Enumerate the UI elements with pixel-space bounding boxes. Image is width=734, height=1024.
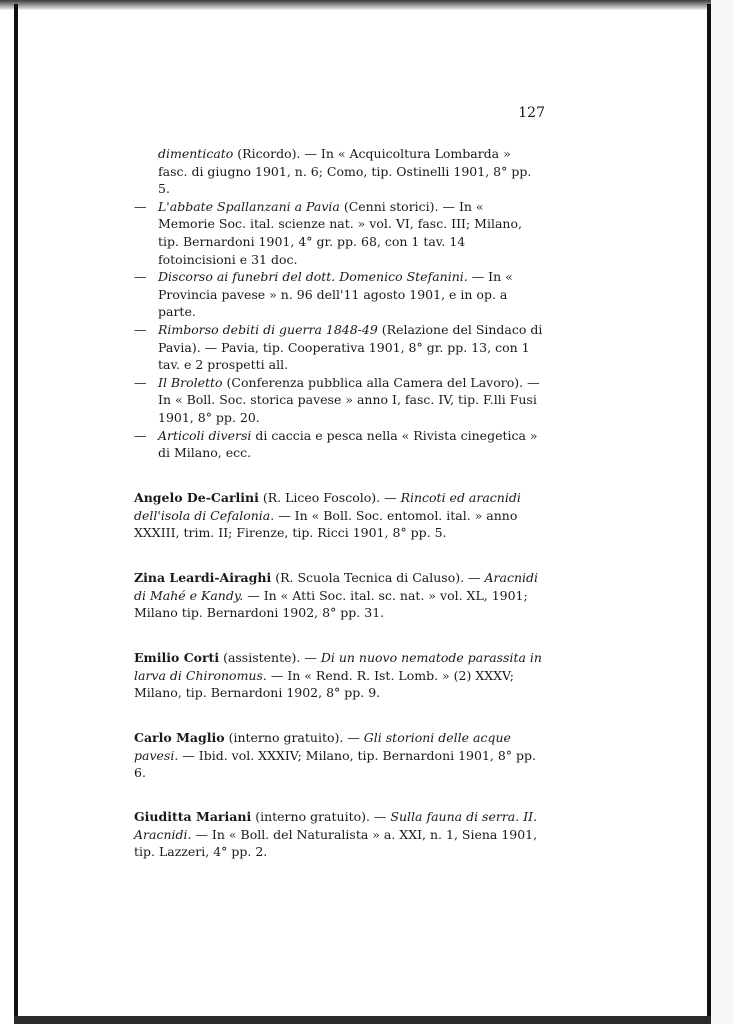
continued-entry-title: dimenticato bbox=[158, 146, 234, 161]
entry-details: (Cenni storici). — In « Memorie Soc. ital. scienze nat. » vol. VI, fasc. III; Milano, tip. Bernardoni 1901, 4° gr. pp. 68, con 1 tav. 14 fotoincisioni e 31 doc. bbox=[158, 198, 522, 267]
author-entry bbox=[134, 569, 544, 622]
publication-title: Sulla fauna di serra. II. Aracnidi. bbox=[134, 809, 538, 842]
entry-title: Il Broletto bbox=[158, 374, 223, 390]
entry-dash: — bbox=[134, 321, 147, 337]
entry-dash: — bbox=[134, 198, 147, 214]
continued-entry-details: (Ricordo). — In « Acquicoltura Lombarda » fasc. di giugno 1901, n. 6; Como, tip. Ostinelli 1901, 8° pp. 5. bbox=[158, 146, 532, 197]
scan-left-border bbox=[14, 4, 18, 1024]
author-entry bbox=[134, 729, 544, 782]
author-name: Angelo De-Carlini bbox=[134, 490, 259, 505]
publication-details: — In « Atti Soc. ital. sc. nat. » vol. XL, 1901; Milano tip. Bernardoni 1902, 8° pp. 31. bbox=[134, 587, 528, 621]
author-affiliation: (interno gratuito). — bbox=[224, 730, 364, 745]
publication-details: — In « Rend. R. Ist. Lomb. » (2) XXXV; Milano, tip. Bernardoni 1902, 8° pp. 9. bbox=[134, 667, 515, 701]
author-affiliation: (R. Scuola Tecnica di Caluso). — bbox=[271, 570, 485, 585]
scan-right-margin bbox=[711, 0, 734, 1024]
bibliography-continuation bbox=[134, 145, 544, 462]
entry-details: (Relazione del Sindaco di Pavia). — Pavia, tip. Cooperativa 1901, 8° gr. pp. 13, con 1 tav. e 2 prospetti all. bbox=[158, 321, 543, 373]
publication-title: Rincoti ed aracnidi dell'isola di Cefalonia. bbox=[134, 490, 521, 523]
author-name: Giuditta Mariani bbox=[134, 809, 252, 824]
author-name: Carlo Maglio bbox=[134, 730, 225, 745]
publication-details: — In « Boll. Soc. entomol. ital. » anno XXXIII, trim. II; Firenze, tip. Ricci 1901, 8° pp. 5. bbox=[134, 507, 518, 541]
author-entry bbox=[134, 649, 544, 702]
publication-title: Aracnidi di Mahé e Kandy. bbox=[134, 570, 539, 603]
publication-title: Gli storioni delle acque pavesi. bbox=[134, 730, 511, 763]
publication-title: Di un nuovo nematode parassita in larva di Chironomus. bbox=[134, 650, 542, 683]
entry-title: L'abbate Spallanzani a Pavia bbox=[158, 198, 340, 214]
author-affiliation: (R. Liceo Foscolo). — bbox=[258, 490, 401, 505]
list-item bbox=[134, 268, 544, 321]
entry-details: — In « Provincia pavese » n. 96 dell'11 agosto 1901, e in op. a parte. bbox=[158, 269, 513, 320]
entry-title: Rimborso debiti di guerra 1848-49 bbox=[158, 321, 378, 337]
author-affiliation: (assistente). — bbox=[219, 650, 321, 665]
entry-title: Discorso ai funebri del dott. Domenico Stefanini. bbox=[158, 269, 468, 285]
author-name: Emilio Corti bbox=[134, 650, 220, 665]
author-entry bbox=[134, 489, 544, 542]
publication-details: — In « Boll. del Naturalista » a. XXI, n. 1, Siena 1901, tip. Lazzeri, 4° pp. 2. bbox=[134, 826, 538, 860]
author-affiliation: (interno gratuito). — bbox=[251, 809, 391, 824]
entry-details: di caccia e pesca nella « Rivista cinegetica » di Milano, ecc. bbox=[158, 427, 538, 461]
entry-title: Articoli diversi bbox=[158, 427, 252, 443]
author-name: Zina Leardi-Airaghi bbox=[134, 570, 272, 585]
list-item bbox=[134, 321, 544, 374]
scan-bottom-border bbox=[14, 1016, 711, 1024]
list-item bbox=[134, 198, 544, 268]
publication-details: — Ibid. vol. XXXIV; Milano, tip. Bernardoni 1901, 8° pp. 6. bbox=[134, 747, 537, 781]
list-item bbox=[134, 374, 544, 427]
continued-entry bbox=[134, 145, 544, 198]
entry-dash: — bbox=[134, 374, 147, 390]
entry-dash: — bbox=[134, 427, 147, 443]
page-number: 127 bbox=[518, 105, 545, 121]
entry-dash: — bbox=[134, 269, 147, 285]
author-entry bbox=[134, 808, 544, 861]
list-item bbox=[134, 427, 544, 462]
entry-details: (Conferenza pubblica alla Camera del Lavoro). — In « Boll. Soc. storica pavese » anno I, fasc. IV, tip. F.lli Fusi 1901, 8° pp. 20. bbox=[158, 374, 540, 425]
scan-top-edge bbox=[0, 0, 734, 10]
